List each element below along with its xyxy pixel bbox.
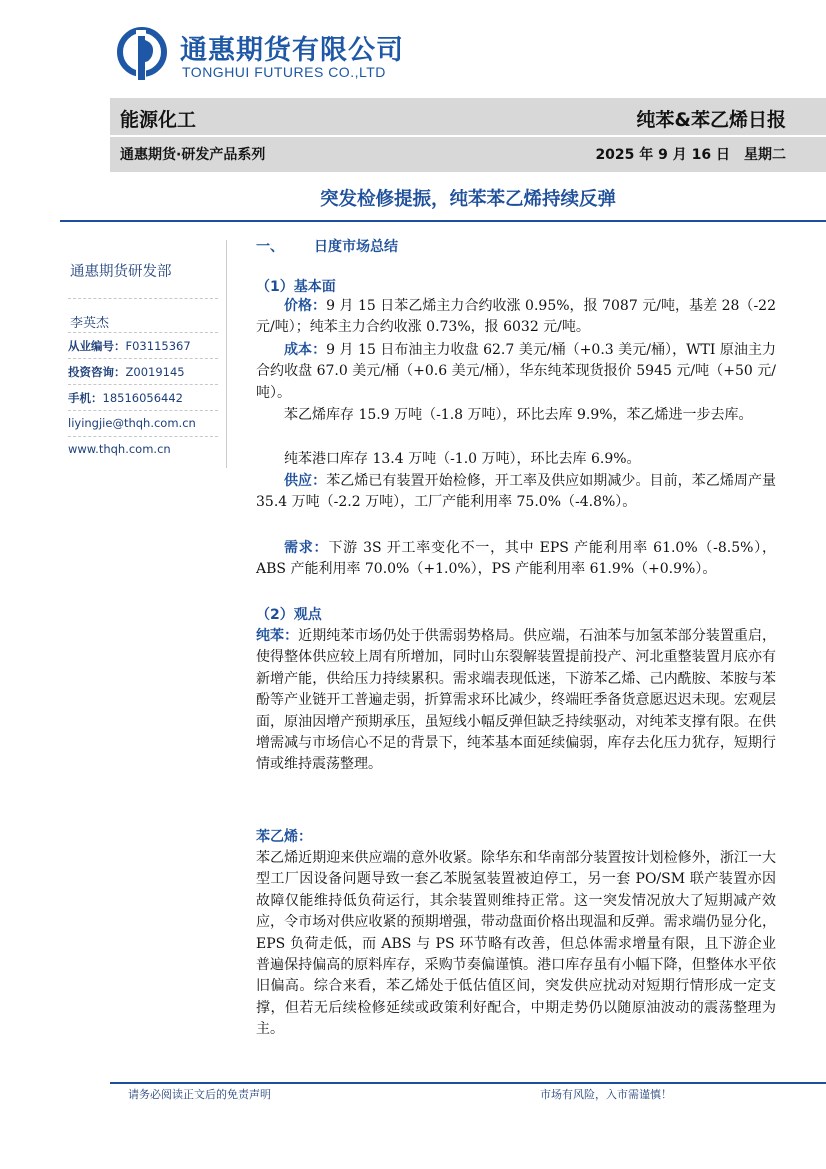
sidebar-divider	[68, 332, 218, 333]
basics-heading: （1）基本面	[256, 279, 336, 295]
license-row	[68, 338, 191, 354]
consult-label: 投资咨询：	[68, 365, 126, 379]
styrene-view-paragraph: 苯乙烯近期迎来供应端的意外收紧。除华东和华南部分装置按计划检修外，浙江一大型工厂因设备问题导致一套乙苯脱氢装置被迫停工，另一套 PO/SM 联产装置亦因故障仅能维持低负荷运行，其余装置则维持正常。这一突发情况放大了短期减产效应，令市场对供应收紧的预期增强，带动盘面价格出现温和反弹。需求端仍显分化，EPS 负荷走低，而 ABS 与 PS 环节略有改善，但总体需求增量有限，且下游企业普遍保持偏高的原料库存，采购节奏偏谨慎。港口库存虽有小幅下降，但整体水平依旧偏高。综合来看，苯乙烯处于低估值区间，突发供应扰动对短期行情形成一定支撑，但若无后续检修延续或政策利好配合，中期走势仍以随原油波动的震荡整理为主。	[256, 850, 776, 1038]
phone-number: 18516056442	[102, 391, 183, 405]
website-link[interactable]: www.thqh.com.cn	[68, 442, 171, 456]
benzene-view-paragraph	[256, 626, 776, 776]
sidebar-divider	[68, 358, 218, 359]
footer-divider	[110, 1082, 826, 1084]
phone-label: 手机：	[68, 391, 103, 405]
page-title: 突发检修提振，纯苯苯乙烯持续反弹	[319, 189, 616, 210]
price-label: 价格：	[284, 298, 327, 314]
demand-paragraph	[256, 538, 776, 581]
views-heading: （2）观点	[256, 607, 322, 623]
sector-label: 能源化工	[120, 109, 197, 131]
cost-label: 成本：	[284, 342, 327, 358]
price-text: 9 月 15 日苯乙烯主力合约收涨 0.95%，报 7087 元/吨，基差 28（-22 元/吨）；纯苯主力合约收涨 0.73%，报 6032 元/吨。	[256, 298, 776, 336]
supply-text: 苯乙烯已有装置开始检修，开工率及供应如期减少。目前，苯乙烯周产量 35.4 万吨（-2.2 万吨），工厂产能利用率 75.0%（-4.8%）。	[256, 473, 777, 511]
demand-label: 需求：	[284, 540, 329, 556]
research-dept: 通惠期货研发部	[70, 264, 172, 280]
consult-number: Z0019145	[125, 365, 185, 379]
benzene-view-text: 近期纯苯市场仍处于供需弱势格局。供应端，石油苯与加氢苯部分装置重启，使得整体供应较上周有所增加，同时山东裂解装置提前投产、河北重整装置月底亦有新增产能，供给压力持续累积。需求端表现低迷，下游苯乙烯、己内酰胺、苯胺与苯酚等产业链开工普遍走弱，折算需求环比减少，终端旺季备货意愿迟迟未现。宏观层面，原油因增产预期承压，虽短线小幅反弹但缺乏持续驱动，对纯苯支撑有限。在供增需减与市场信心不足的背景下，纯苯基本面延续偏弱，库存去化压力犹存，短期行情或维持震荡整理。	[256, 628, 777, 773]
disclaimer-note[interactable]: 请务必阅读正文后的免责声明	[128, 1088, 271, 1101]
analyst-sidebar	[60, 240, 227, 468]
company-name-cn: 通惠期货有限公司	[180, 35, 404, 66]
styrene-view-heading: 苯乙烯：	[256, 829, 312, 845]
report-date: 2025 年 9 月 16 日 星期二	[595, 147, 786, 163]
phone-row	[68, 390, 183, 406]
styrene-inventory-paragraph: 苯乙烯库存 15.9 万吨（-1.8 万吨），环比去库 9.9%，苯乙烯进一步去库。	[284, 407, 753, 423]
benzene-inventory-paragraph: 纯苯港口库存 13.4 万吨（-1.0 万吨），环比去库 6.9%。	[284, 451, 641, 467]
benzene-label: 纯苯：	[256, 628, 299, 644]
demand-text: 下游 3S 开工率变化不一，其中 EPS 产能利用率 61.0%（-8.5%），ABS 产能利用率 70.0%（+1.0%），PS 产能利用率 61.9%（+0.9%）。	[256, 540, 776, 578]
license-number: F03115367	[125, 339, 191, 353]
supply-paragraph	[256, 471, 776, 514]
section-heading	[256, 236, 398, 256]
risk-warning: 市场有风险，入市需谨慎！	[540, 1088, 672, 1101]
cost-text: 9 月 15 日布油主力收盘 62.7 美元/桶（+0.3 美元/桶），WTI 原油主力合约收盘 67.0 美元/桶（+0.6 美元/桶），华东纯苯现货报价 5945 元/吨（+50 元/吨）。	[256, 342, 777, 401]
title-divider	[60, 220, 826, 222]
consult-row	[68, 364, 185, 380]
sidebar-divider	[68, 384, 218, 385]
tonghui-logo-icon	[116, 26, 168, 82]
report-name: 纯苯&苯乙烯日报	[636, 109, 786, 131]
section-number: 一、	[256, 239, 284, 255]
email-link[interactable]: liyingjie@thqh.com.cn	[68, 416, 196, 430]
cost-paragraph	[256, 340, 776, 404]
section-title: 日度市场总结	[314, 239, 398, 255]
sidebar-divider	[68, 410, 218, 411]
supply-label: 供应：	[284, 473, 327, 489]
price-paragraph	[256, 296, 776, 339]
sidebar-divider	[68, 436, 218, 437]
license-label: 从业编号：	[68, 339, 126, 353]
analyst-name: 李英杰	[70, 316, 110, 331]
sidebar-divider	[68, 298, 218, 299]
report-banner	[110, 98, 826, 172]
series-label: 通惠期货·研发产品系列	[120, 147, 266, 163]
company-name-en: TONGHUI FUTURES CO.,LTD	[182, 64, 386, 80]
